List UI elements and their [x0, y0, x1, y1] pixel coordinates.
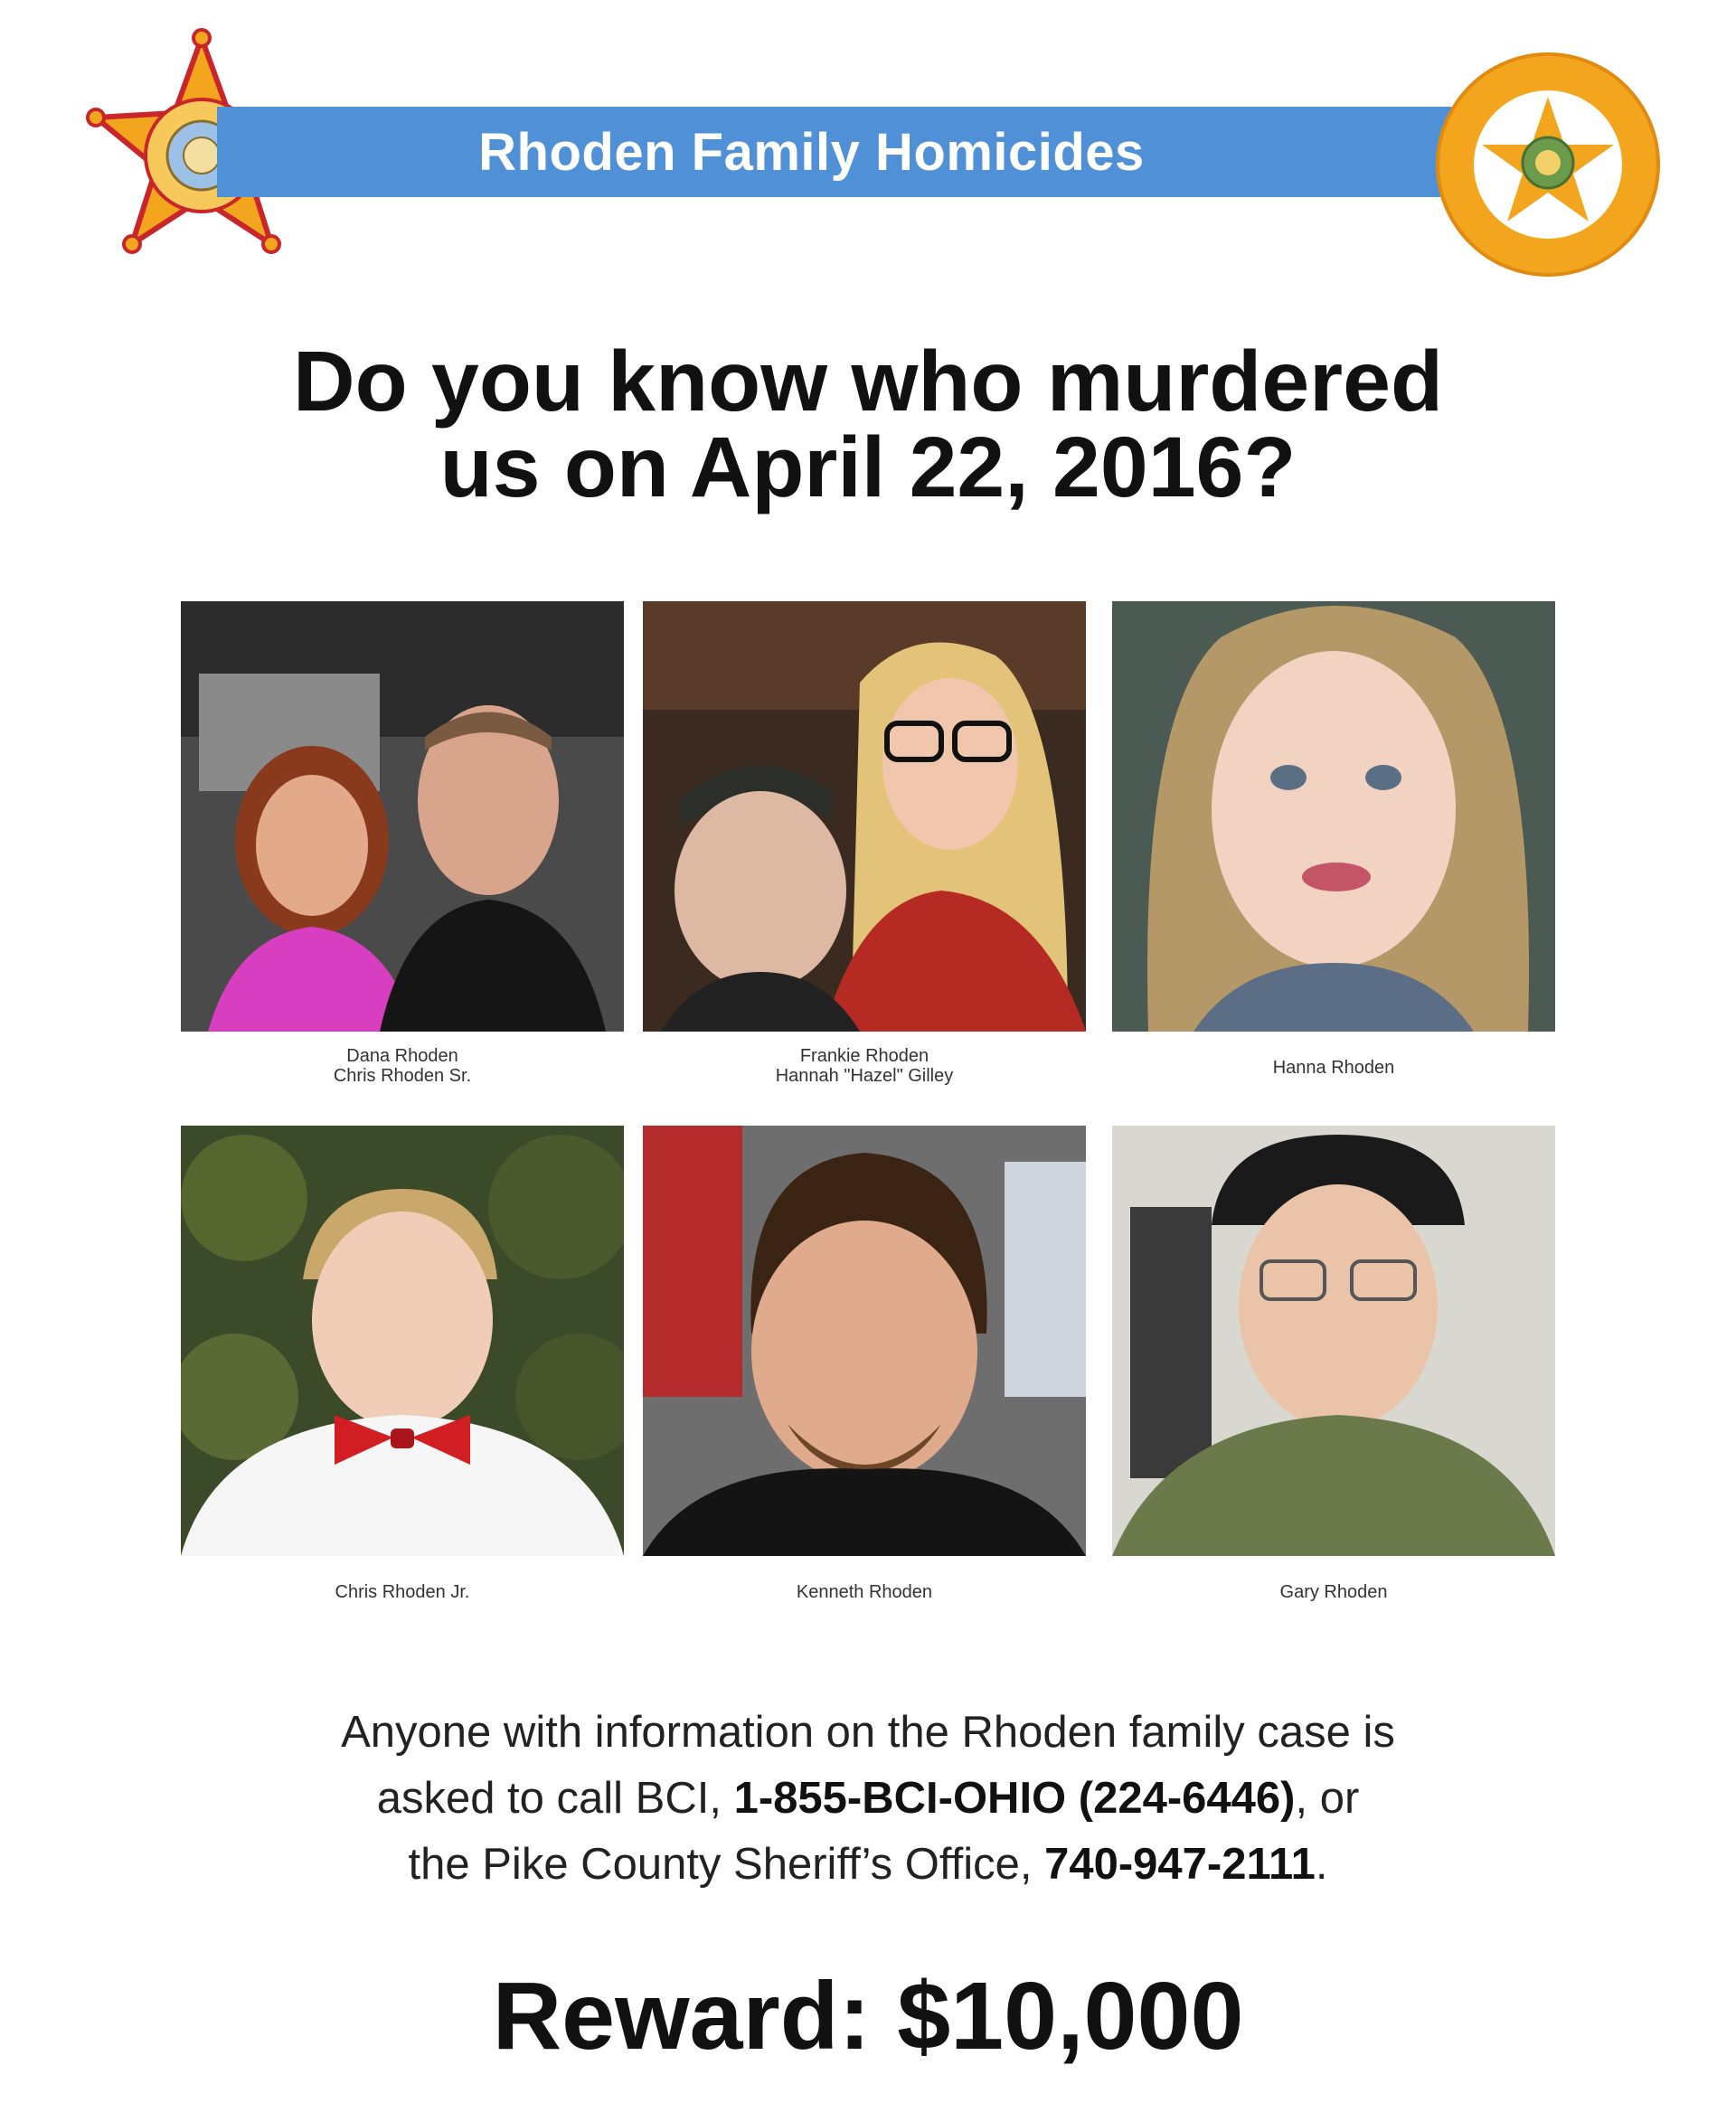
sheriff-phone-number: 740-947-2111	[1044, 1840, 1316, 1889]
photo-hanna-rhoden	[1112, 601, 1555, 1032]
caption-line: Gary Rhoden	[1279, 1582, 1388, 1602]
caption-line: Dana Rhoden	[346, 1046, 458, 1066]
banner-title: Rhoden Family Homicides	[478, 122, 1145, 182]
headline-line-1: Do you know who murdered	[292, 334, 1444, 429]
caption-line: Chris Rhoden Sr.	[333, 1066, 472, 1086]
info-line-3-prefix: the Pike County Sheriff’s Office,	[408, 1840, 1045, 1889]
caption-photo-1	[181, 1046, 624, 1086]
bci-seal-icon	[1433, 50, 1664, 280]
photo-gary-rhoden	[1112, 1126, 1555, 1556]
caption-line: Hannah "Hazel" Gilley	[775, 1066, 954, 1086]
contact-information	[0, 1700, 1736, 1898]
headline-line-2: us on April 22, 2016?	[439, 420, 1297, 515]
caption-photo-3	[1112, 1058, 1555, 1078]
caption-photo-4	[181, 1582, 624, 1602]
photo-kenneth-rhoden	[643, 1126, 1086, 1556]
caption-photo-5	[643, 1582, 1086, 1602]
title-banner	[217, 107, 1460, 197]
bci-phone-number: 1-855-BCI-OHIO (224-6446)	[733, 1774, 1296, 1823]
info-line-2	[0, 1766, 1736, 1832]
caption-photo-6	[1112, 1582, 1555, 1602]
ohio-attorney-general-bci-seal	[1433, 50, 1664, 280]
caption-photo-2	[643, 1046, 1086, 1086]
info-line-1: Anyone with information on the Rhoden family case is	[341, 1708, 1395, 1757]
info-line-3-suffix: .	[1315, 1840, 1328, 1889]
info-line-3	[0, 1832, 1736, 1898]
caption-line: Kenneth Rhoden	[796, 1582, 933, 1602]
caption-line: Frankie Rhoden	[799, 1046, 929, 1066]
reward-amount: Reward: $10,000	[492, 1963, 1244, 2070]
photo-chris-rhoden-jr	[181, 1126, 624, 1556]
caption-line: Hanna Rhoden	[1272, 1058, 1395, 1078]
photo-frankie-rhoden-and-hannah-gilley	[643, 601, 1086, 1032]
info-line-2-prefix: asked to call BCI,	[376, 1774, 734, 1823]
headline	[0, 334, 1736, 515]
info-line-2-suffix: , or	[1295, 1774, 1360, 1823]
photo-dana-and-chris-rhoden-sr	[181, 601, 624, 1032]
caption-line: Chris Rhoden Jr.	[335, 1582, 470, 1602]
